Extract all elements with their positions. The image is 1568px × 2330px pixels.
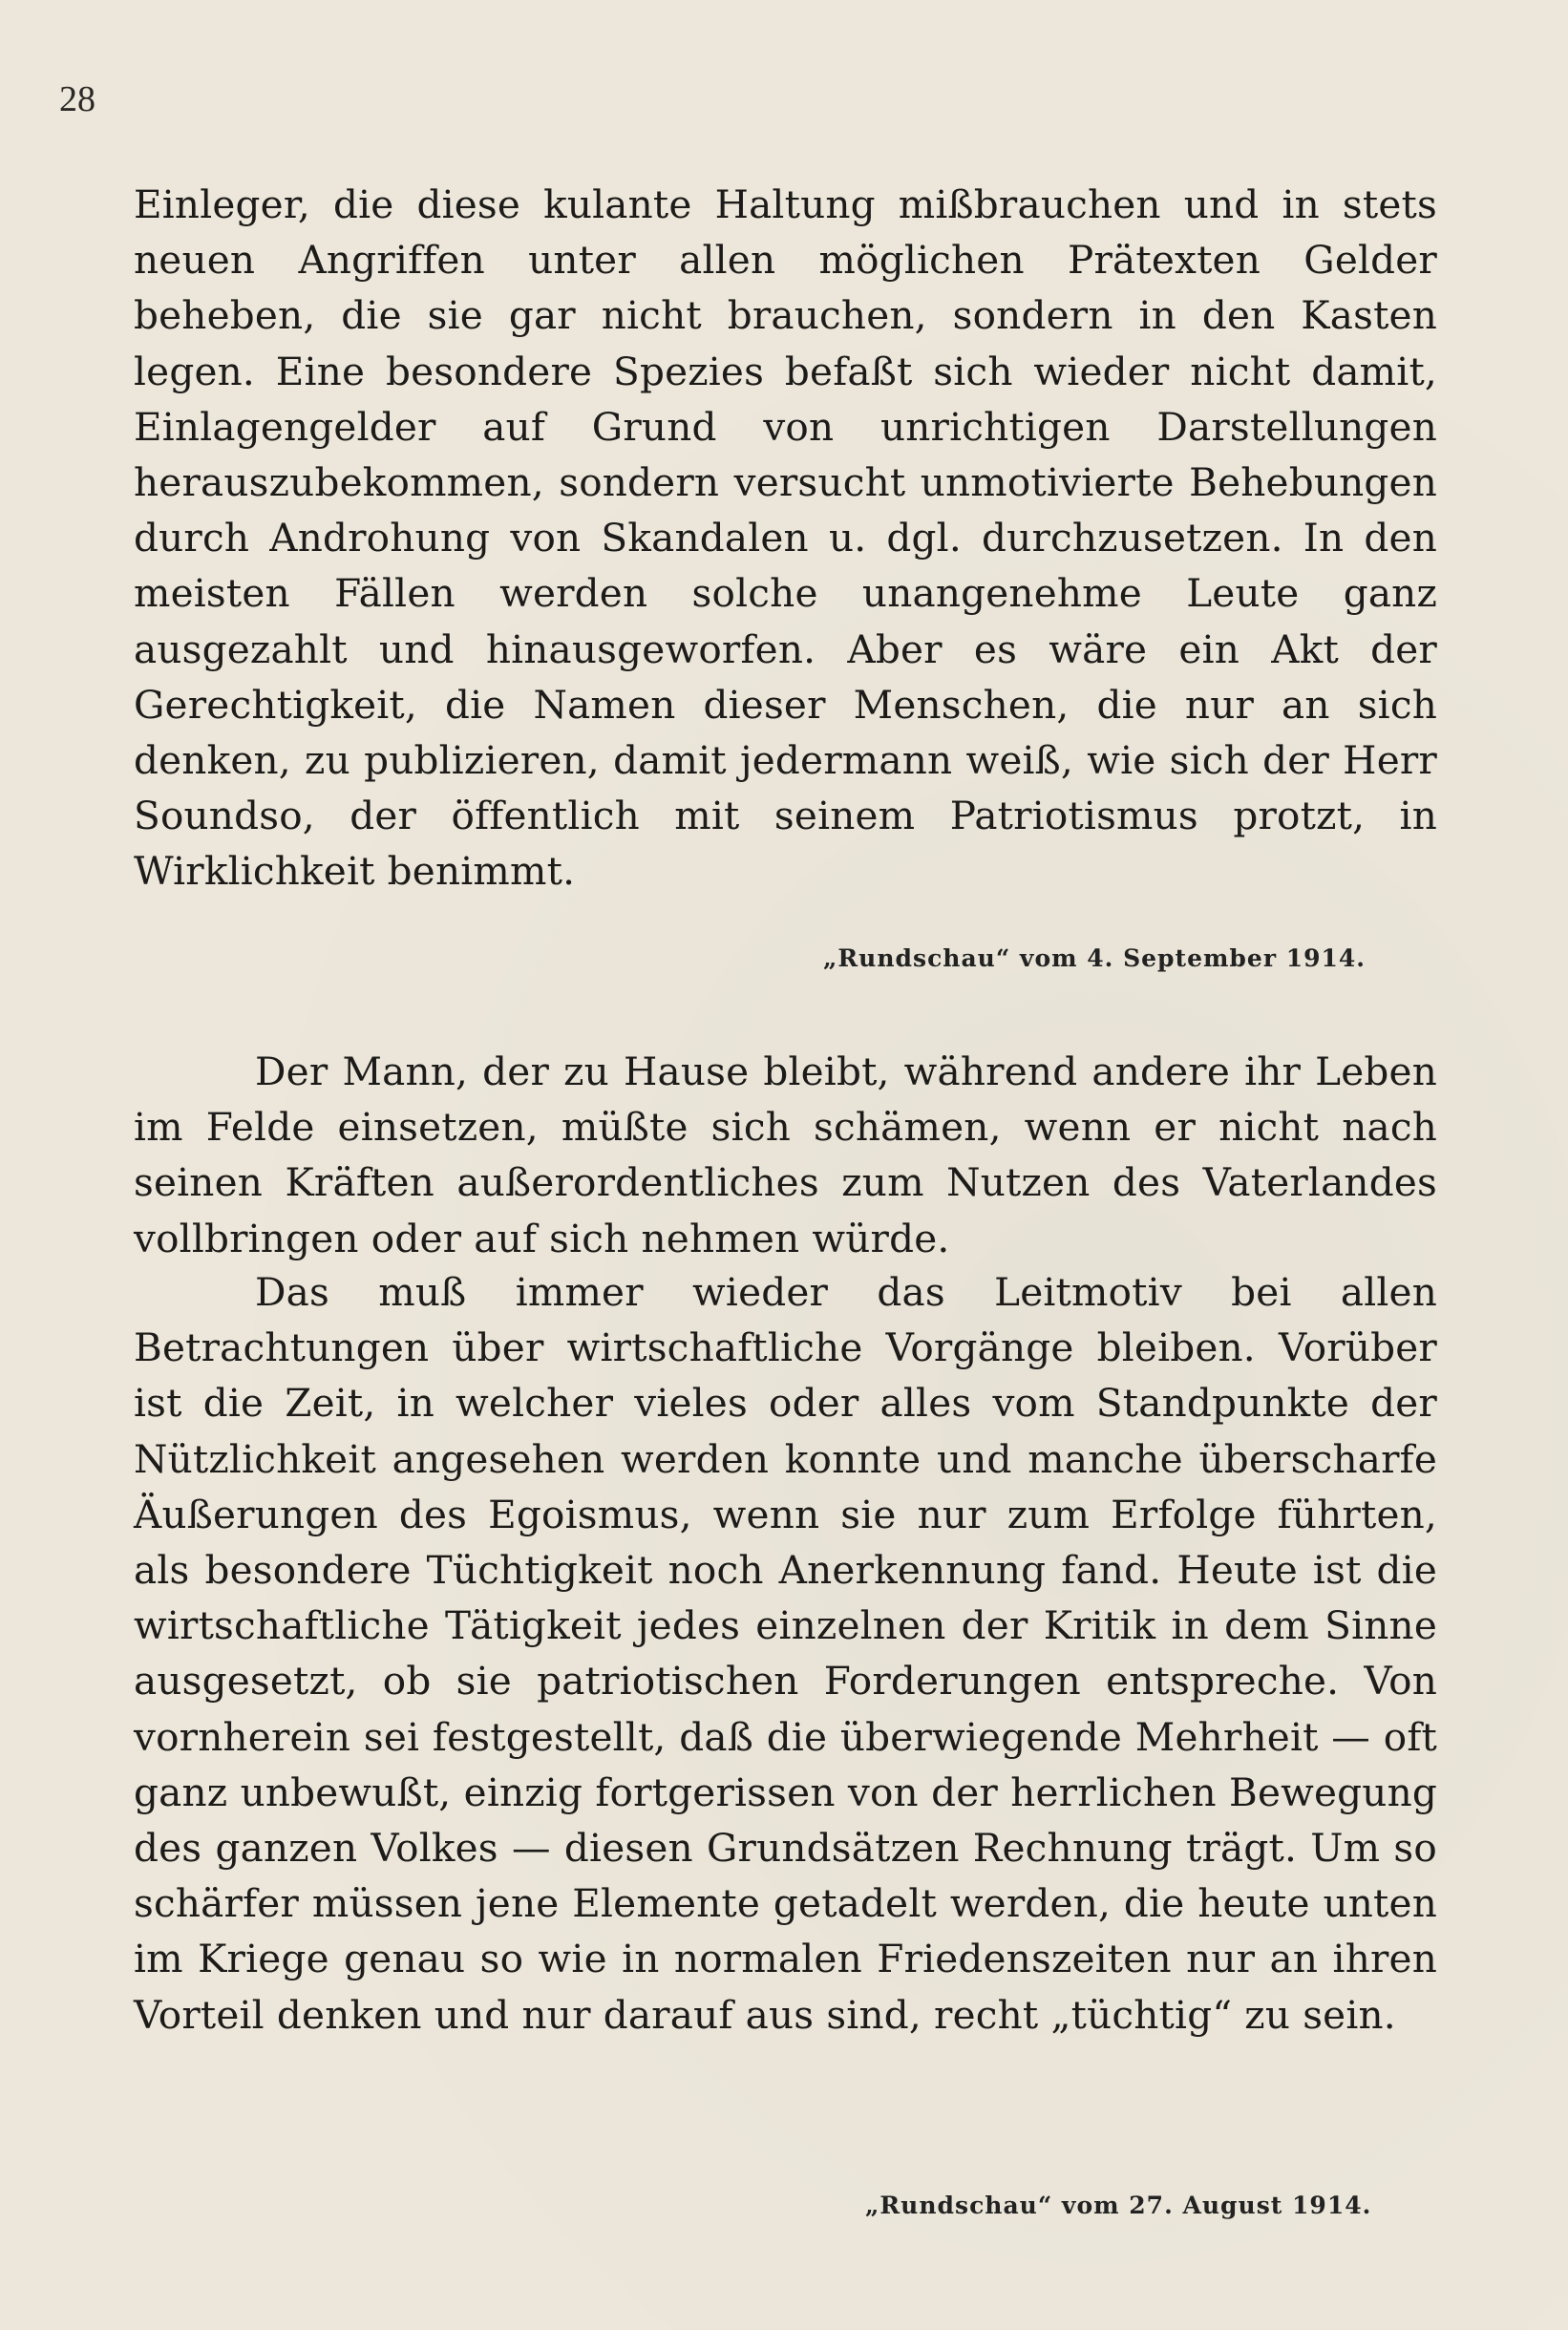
paragraph-text: Das muß immer wieder das Leitmotiv bei allen Betrachtungen über wirtschaftliche Vorgänge bleiben. Vorüber ist die Zeit, in welcher vieles oder alles vom Standpunkte der Nützlichkeit angesehen werden konnte und manche überscharfe Äußerungen des Egoismus, wenn sie nur zum Erfolge führten, als besondere Tüchtigkeit noch Anerkennung fand. Heute ist die wirtschaftliche Tätigkeit jedes einzelnen der Kritik in dem Sinne ausgesetzt, ob sie patriotischen Forderungen entspreche. Von vornherein sei festgestellt, daß die überwiegende Mehrheit — oft ganz unbewußt, einzig fortgerissen von der herrlichen Bewegung des ganzen Volkes — diesen Grundsätzen Rechnung trägt. Um so schärfer müssen jene Elemente getadelt werden, die heute unten im Kriege genau so wie in normalen Friedenszeiten nur an ihren Vorteil denken und nur darauf aus sind, recht „tüchtig“ zu sein. <box>134 1269 1437 2038</box>
paragraph-der-mann <box>134 1044 1437 1266</box>
source-citation-september: „Rundschau“ vom 4. September 1914. <box>823 944 1366 972</box>
paragraph-einleger <box>134 177 1437 900</box>
page-number: 28 <box>59 79 95 119</box>
source-citation-august: „Rundschau“ vom 27. August 1914. <box>865 2192 1372 2219</box>
paragraph-leitmotiv <box>134 1264 1437 2043</box>
paragraph-text: Der Mann, der zu Hause bleibt, während andere ihr Leben im Felde einsetzen, müßte sich schämen, wenn er nicht nach seinen Kräften außerordentliches zum Nutzen des Vaterlandes vollbringen oder auf sich nehmen würde. <box>134 1048 1437 1261</box>
paragraph-text: Einleger, die diese kulante Haltung mißbrauchen und in stets neuen Angriffen unter allen möglichen Prätexten Gelder beheben, die sie gar nicht brauchen, sondern in den Kasten legen. Eine besondere Spezies befaßt sich wieder nicht damit, Einlagengelder auf Grund von unrichtigen Darstellungen herauszubekommen, sondern versucht unmotivierte Behebungen durch Androhung von Skandalen u. dgl. durchzusetzen. In den meisten Fällen werden solche unangenehme Leute ganz ausgezahlt und hinausgeworfen. Aber es wäre ein Akt der Gerechtigkeit, die Namen dieser Menschen, die nur an sich denken, zu publizieren, damit jedermann weiß, wie sich der Herr Soundso, der öffentlich mit seinem Patriotismus protzt, in Wirklichkeit benimmt. <box>134 181 1437 895</box>
